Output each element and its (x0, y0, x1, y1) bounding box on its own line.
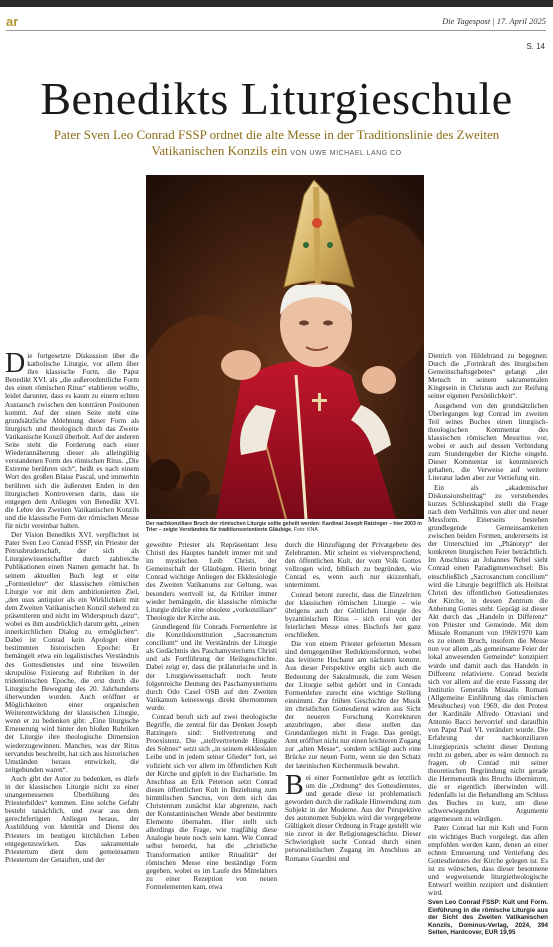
article-deck (40, 127, 513, 162)
book-info: Sven Leo Conrad FSSP: Kult und Form. Einführung in die römische Liturgie aus der Sicht des Zweiten Vatikanischen Konzils, Dominus-Verlag, 2024, 394 Seiten, Hardcover, EUR 19,95 (428, 899, 548, 936)
paragraph: geweihte Priester als Repräsentant Jesu Christi des Hauptes handelt immer mit und im mystischen Leib Christi, der Gemeinschaft der Gläubigen. Hierin bringt Conrad wichtige Anliegen der Ekklesiologie des Zweiten Vatikanums zur Geltung, was besonders wertvoll ist, da Kritiker immer wieder bemängeln, die klassische römische Liturgie drücke eine obsolete „vorkonziliare“ Theologie der Kirche aus. (146, 541, 277, 622)
paragraph: Auch gibt der Autor zu bedenken, es dürfe in der klassischen Liturgie nicht zu einer unangemessenen Überhöhung des Priesterbildes“ kommen. Eine solche Gefahr besteht tatsächlich, und zwar aus dem gerechtfertigten Anliegen heraus, der Ausbildung von Identität und Dienst des Priesters im heutigen kirchlichen Leben entgegenzuwirken. Das sakramentale Priestertum dient dem gemeinsamen Priestertum der Getauften, und der (5, 774, 139, 864)
text-column-1 (5, 352, 139, 944)
paragraph: Ein als „akademischer Diskussionsbeitrag“ zu verstehendes kurzes Schlusskapitel stellt die Frage nach dem Verhältnis von alter und neuer Messform. Einerseits bestehen grundlegende Gemeinsamkeiten zwischen beiden Formen, andererseits ist der Unterschied im „Phänotyp“ der konkreten liturgischen Feier beträchtlich. Im Anschluss an Johannes Nebel sieht Conrad einen Paradigmenwechsel: Bis einschließlich „Sacrosanctum concilium“ wird die Liturgie begrifflich als Heilstat Christi des öffentlichen Gottesdienstes der Kirche, in dessen Zentrum die Anbetung Gottes steht. Geprägt ist dieser Akt durch das „Handeln in Differenz“ von Priester und Gemeinde. Mit dem Missale Romanum von 1969/1970 kam es zu einem Bruch, insofern die Messe nun vor allem „als gemeinsame Feier der lokal anwesenden Gemeinde“ konzipiert wurde und damit auch das Handeln in Differenz relativierte. Conrad bezieht sich vor allem auf die erste Fassung der Institutio Generalis Missalis Romani (Allgemeine Einführung das römischen Messbuches) von 1969, die den Protest der Kardinäle Alfredo Ottaviani und Antonio Bacci hervorrief und daraufhin von Papst Paul VI. verändert wurde. Die Erfahrung der nachkonziliaren Liturgiepraxis scheint dieser Deutung recht zu geben, aber es wäre dennoch zu fragen, ob Conrad mit seiner theoretischen Begründung nicht gerade die Hermeneutik des Bruchs übernimmt, die er eigentlich überwinden will. Jedenfalls ist die Behandlung am Schluss des Buches zu kurz, um diese schwerwiegenden Argumente angemessen zu würdigen. (428, 483, 548, 824)
photo-caption (146, 521, 424, 533)
page-number: S. 14 (526, 42, 545, 51)
author-byline: VON UWE MICHAEL LANG CO (290, 150, 402, 157)
drop-cap: B (285, 769, 304, 801)
article-photo (146, 175, 424, 519)
deck-text: Pater Sven Leo Conrad FSSP ordnet die alte Messe in der Traditionslinie des Zweiten Vatikanischen Konzils ein (53, 127, 500, 158)
photo-illustration (146, 175, 424, 519)
paragraph (285, 769, 421, 863)
publication-line: Die Tagespost | 17. April 2025 (442, 16, 546, 26)
caption-text: Der nachkonziliare Bruch der römischen Liturgie sollte geheilt werden: Kardinal Joseph Ratzinger – hier 2003 in Trier – zeigte Verständnis für traditionsorientierte Gläubige. (146, 521, 422, 534)
photo-credit: Foto: KNA (293, 527, 318, 534)
paragraph (5, 352, 139, 530)
text-column-3 (285, 541, 421, 944)
paragraph: Der Vision Benedikts XVI. verpflichtet ist Pater Sven Leo Conrad FSSP, ein Priester der Petrusbruderschaft, der sich als Liturgiewissenschaftler durch zahlreiche Publikationen einen Namen gemacht hat. In seinem aktuellen Buch legt er eine „Formenlehre“ der klassischen römischen Liturgie vor mit dem ambitionierten Ziel, „den usus antiquior als ein Wirklichkeit mit dem Zweiten Vatikanischen Konzil stehend zu präsentieren und nicht im Widerspruch dazu“, wobei es ihm ausdrücklich darum geht, „einen innerkirchlichen Dialog zu ermöglichen“. Dabei ist Conrad kein Apologet einer bestimmten historischen Epoche: Er bemängelt etwa ein legalistisches Verständnis des Gottesdienstes und eine bisweilen skrupulöse Fixierung auf Rubriken in der tridentinischen Epoche, die erst durch die Liturgische Bewegung des 20. Jahrhunderts überwunden wurden. Auch eröffnet er Möglichkeiten einer organischen Weiterentwicklung der klassischen Liturgie, wenn er zu bedenken gibt: „Eine liturgische Erneuerung wird hinter den bloßen Rubriken der Liturgie ihre theologische Dimension wiederzugewinnen. Manches, was der Ritus servandus beschreibt, hat sich aus historischen Umständen heraus entwickelt, die zeitgebunden waren“. (5, 531, 139, 774)
text-column-2 (146, 541, 277, 944)
paragraph: Die von einem Priester gefeierten Messen sind demgegenüber Reduktionsformen, wobei das levitierte Hochamt am nächsten kommt. Aus dieser Perspektive ergibt sich auch die Bedeutung der Sakralmusik, die zum Wesen der Liturgie selbst gehört und in Conrads Formenlehre zurecht eine wichtige Stellung einnimmt. Zur frühen Geschichte der Musik im christlichen Gottesdienst wären aus Sicht der neueren Forschung Korrekturen anzubringen, aber diese stellen das Grundanliegen nicht in Frage. Das genügt, Amt eröffnet nicht nur einen leichteren Zugang zur „alten Messe“, sondern schlägt auch eine Brücke zur neuen Form, wenn sie den Schatz der lateinischen Kirchenmusik bewahrt. (285, 640, 421, 770)
paragraph: Grundlegend für Conrads Formenlehre ist die Konzilskonstitution „Sacrosanctum concilium“ und ihr Verständnis der Liturgie als Gedächtnis des Paschamysteriums Christi und als Fortführung der Heilsgeschichte. Dabei zeigt er, dass die prälaturische und in der Liturgiewissenschaft noch heute folgenreiche Deutung des Paschamysteriums durch Odo Casel OSB auf den Zweiten Vatikanum keineswegs direkt übernommen wurde. (146, 622, 277, 712)
text-column-4 (428, 352, 548, 944)
paragraph-text: ei einer Formenlehre geht es letztlich um die „Ordnung“ des Gottesdienstes, und gerade diese ist problematisch geworden durch die radikale Hinwendung zum Subjekt in der Moderne. Aus der Perspektive des autonomen Subjekts wird die vorgegebene Gültigkeit dieser Ordnung in Frage gestellt wie nie zuvor in der Religionsgeschichte. Dieser Schwierigkeit sucht Conrad durch einen personalistischen Zugang im Anschluss an Romano Guardini und (285, 773, 421, 863)
header-rule (6, 30, 546, 31)
paragraph: Ausgehend von den grundsätzlichen Überlegungen legt Conrad im zweiten Teil seines Buches einen liturgisch-theologischen Kommentar des klassischen römischen Messritus vor, wobei er auch auf dessen Verbindung zum Stundengebet der Kirche eingeht. Dieser Kommentar ist kenntnisreich gehalten, die Verweise auf weitere Literatur laden aber zur Vertiefung ein. (428, 401, 548, 483)
paragraph: Pater Conrad hat mit Kult und Form ein wichtiges Buch vorgelegt, das allen empfohlen werden kann, denen an einer echten Erneuerung und Vertiefung des Gottesdienstes der Kirche gelegen ist. Es ist zu wünschen, dass dieser besonnene und wegweisende liturgietheologische Entwurf weithin rezipiert und diskutiert wird. (428, 824, 548, 898)
paragraph: Dietrich von Hildebrand zu begegnen: Durch die „Formkraft des liturgischen Gemeinschaftsgebetes“ gelangt „der Mensch in seinem sakramentalen Kingesein in Christus auch zur Reifung seiner eigenen Persönlichkeit“. (428, 352, 548, 401)
masthead (6, 14, 546, 29)
article-headline: Benedikts Liturgieschule (40, 73, 513, 124)
paragraph-text: ie fortgesetzte Diskussion über die katholische Liturgie, vor allem über ihre klassische Form, die Papst Benedikt XVI. als „die außerordentliche Form des einen römischen Ritus“ etablieren wollte, leidet darunter, dass es kaum zu einem echten Austausch zwischen den konträren Positionen kommt. Auf der einen Seite steht eine grundsätzliche Ablehnung dieser Form als liturgisch und theologisch durch das Zweite Vatikanische Konzil überholt. Auf der anderen Seite steht die Forderung nach einer Wiederannäherung dieser als alleingültig verstandenen Form des römischen Ritus. „Die Extreme berühren sich“, heißt es nach einem Wort des großen Blaise Pascal, und immerhin berühren sich die äußersten Enden in den liturgischen Kontroversen darin, dass sie entgegen dem Anliegen von Benedikt XVI. die Lehre des Zweiten Vatikanischen Konzils und die klassische Form der römischen Messe für nicht vereinbar halten. (5, 352, 139, 530)
top-border (0, 0, 553, 7)
paragraph: Conrad beruft sich auf zwei theologische Begriffe, die zentral für das Denken Joseph Ratzingers sind: Stellvertretung und Proexistenz. Die „stellvertretende Hingabe des Sohnes“ setzt sich „in seinem ekklesialen Leibe und in jedem seiner Glieder“ fort, sei vollzieht sich vor allem im öffentlichen Kult der Kirche und gipfelt in der Eucharistie. Im Anschluss an Erik Peterson setzt Conrad diesen öffentlichen Kult in Beziehung zum himmlischen Sanctus, von dem sich das Christentum zunächst klar abgrenzte, nach der Konstantinischen Wende aber bestimmte Elemente übernahm. Hier stellt sich allerdings die Frage, wie tragfähig diese Analogie heute noch sein kann. Wie Conrad selbst bemerkt, hat die „christliche Transformation antiker Ritualität“ der römischen Messe eine beständige Form gegeben, wobei es im Laufe des Mittelalters zu einer Rezeption von neuen Formelementen kam, etwa (146, 712, 277, 891)
paragraph: Conrad betont zurecht, dass die Einzelriten der klassischen römischen Liturgie – wie übrigens auch der Göttlichen Liturgie des byzantinischen Ritus – sich erst von der feierlichen Messe eines Bischofs her ganz erschließen. (285, 590, 421, 640)
paragraph: durch die Hinzufügung der Privatgebete des Zelebranten. Mir scheint es vielversprechend, den öffentlichen Kult, der vom Volk Gottes vollzogen wird, biblisch zu begründen, wie Conrad es, wenn auch nur skizzenhaft, unternimmt. (285, 541, 421, 590)
drop-cap: D (5, 352, 26, 379)
section-mark: ar (6, 14, 19, 29)
